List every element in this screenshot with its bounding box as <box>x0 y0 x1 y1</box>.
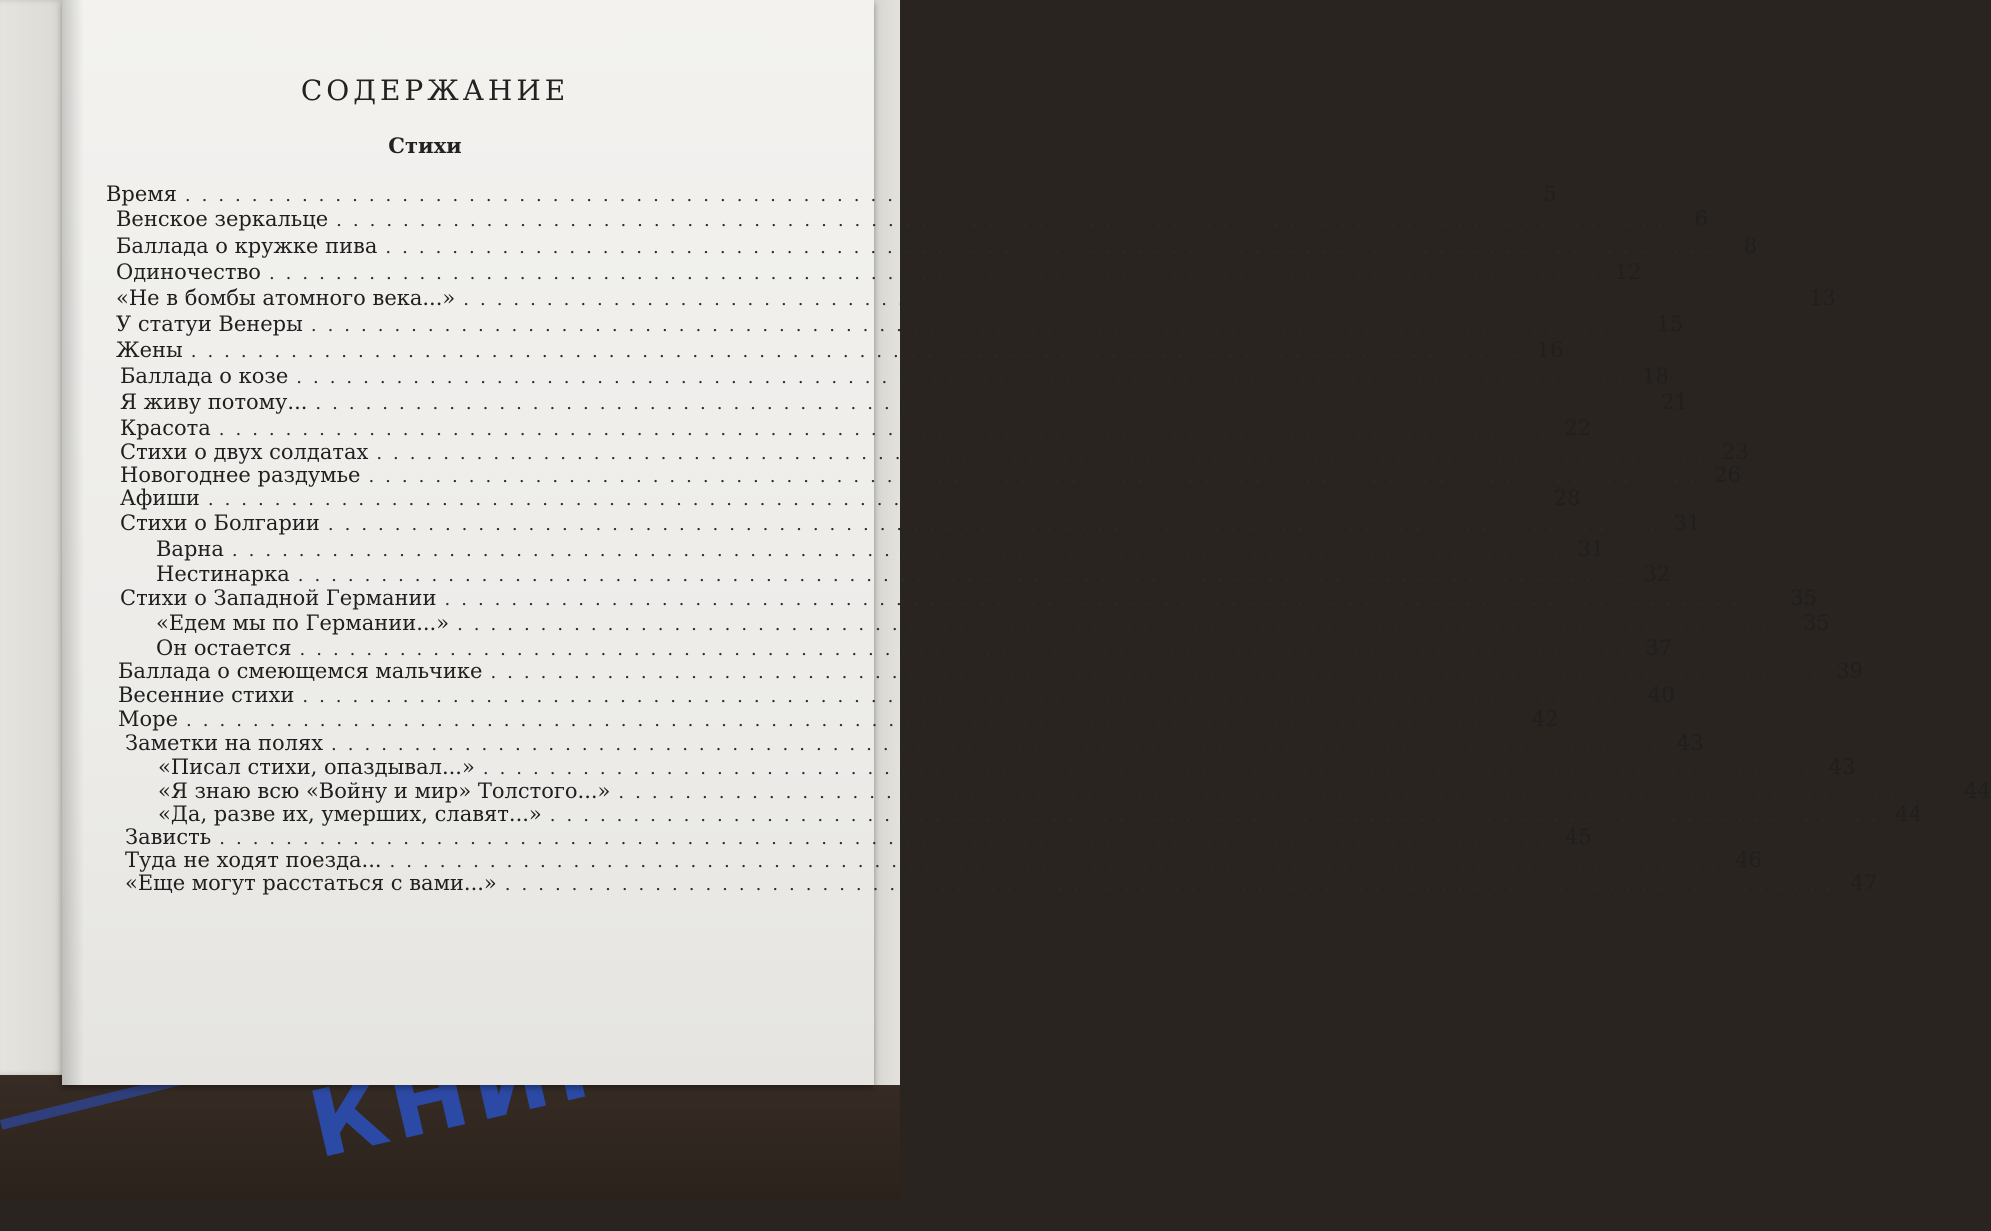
toc-entry-page: 13 <box>1809 286 1836 310</box>
toc-entry-page: 12 <box>1614 260 1642 284</box>
leader-dots: ................................................................................ <box>504 874 1843 895</box>
toc-entry-title: У статуи Венеры <box>116 312 303 336</box>
leader-dots: ................................................................................ <box>457 614 1795 635</box>
toc-entry <box>125 731 1704 755</box>
toc-entry <box>116 207 1708 231</box>
leader-dots: ................................................................................ <box>218 419 1557 440</box>
toc-entry-page: 37 <box>1645 636 1672 660</box>
toc-entry-title: Жены <box>116 338 183 362</box>
toc-entry-title: Баллада о кружке пива <box>116 234 378 258</box>
toc-entry-page: 5 <box>1543 182 1557 206</box>
leader-dots: ................................................................................ <box>296 367 1634 388</box>
leader-dots: ................................................................................ <box>331 734 1669 755</box>
toc-entry-title: Варна <box>156 537 224 561</box>
toc-entry <box>116 260 1642 284</box>
leader-dots: ................................................................................ <box>389 851 1728 872</box>
toc-entry-page: 44 <box>1895 802 1923 826</box>
toc-entry-page: 45 <box>1564 825 1592 849</box>
toc-entry-title: Баллада о козе <box>120 364 289 388</box>
toc-entry <box>158 755 1856 779</box>
leader-dots: ................................................................................ <box>219 828 1557 849</box>
toc-entry-page: 46 <box>1735 848 1763 872</box>
toc-entry <box>156 537 1605 561</box>
toc-entry <box>156 611 1830 635</box>
leader-dots: ................................................................................ <box>336 210 1674 231</box>
toc-entry <box>116 338 1564 362</box>
toc-entry <box>120 390 1688 414</box>
toc-entry-page: 42 <box>1531 707 1559 731</box>
leader-dots: ................................................................................ <box>549 805 1888 826</box>
toc-entry-page: 40 <box>1648 683 1675 707</box>
toc-entry-title: «Писал стихи, опаздывал...» <box>158 755 475 779</box>
leader-dots: ................................................................................ <box>310 315 1649 336</box>
toc-entry-title: «Едем мы по Германии...» <box>156 611 450 635</box>
toc-entry-page: 8 <box>1743 234 1758 258</box>
leader-dots: ................................................................................ <box>302 686 1641 707</box>
leader-dots: ................................................................................ <box>315 393 1654 414</box>
toc-entry-title: Венское зеркальце <box>116 207 329 231</box>
toc-entry <box>120 416 1592 440</box>
toc-entry-page: 15 <box>1656 312 1684 336</box>
leader-dots: ................................................................................ <box>184 185 1523 206</box>
toc-entry-title: Новогоднее раздумье <box>120 463 361 487</box>
leader-dots: ................................................................................ <box>490 662 1829 683</box>
toc-entry-title: Он остается <box>156 636 292 660</box>
toc-entry-title: «Еще могут расстаться с вами...» <box>125 871 497 895</box>
toc-entry <box>120 511 1701 535</box>
leader-dots: ................................................................................ <box>444 589 1783 610</box>
leader-dots: ................................................................................ <box>299 639 1638 660</box>
toc-entry-title: «Я знаю всю «Войну и мир» Толстого...» <box>158 779 611 803</box>
leader-dots: ................................................................................ <box>297 565 1636 586</box>
toc-entry-page: 18 <box>1641 364 1669 388</box>
leader-dots: ................................................................................ <box>268 263 1607 284</box>
toc-entry <box>120 463 1741 487</box>
toc-entry-title: Красота <box>120 416 211 440</box>
leader-dots: ................................................................................ <box>327 514 1666 535</box>
toc-entry-title: Море <box>118 707 179 731</box>
toc-entry <box>125 825 1592 849</box>
toc-entry <box>116 312 1684 336</box>
toc-entry-page: 47 <box>1850 871 1878 895</box>
toc-entry-page: 22 <box>1564 416 1592 440</box>
leader-dots: ................................................................................ <box>463 289 1801 310</box>
leader-dots: ................................................................................ <box>190 341 1529 362</box>
toc-entry-title: «Да, разве их, умерших, славят...» <box>158 802 542 826</box>
toc-entry-page: 43 <box>1676 731 1704 755</box>
leader-dots: ................................................................................ <box>385 237 1724 258</box>
toc-entry <box>120 486 1581 510</box>
toc-entry-page: 31 <box>1577 537 1605 561</box>
toc-entry-title: Стихи о двух солдатах <box>120 440 369 464</box>
toc-entry <box>120 364 1669 388</box>
toc-entry <box>120 440 1749 464</box>
leader-dots: ................................................................................ <box>186 710 1524 731</box>
toc-entry-title: Заметки на полях <box>125 731 324 755</box>
toc-entry <box>156 636 1672 660</box>
toc-entry-page: 26 <box>1714 463 1741 487</box>
leader-dots: ................................................................................ <box>618 782 1957 803</box>
toc-entry-title: Я живу потому... <box>120 390 308 414</box>
leader-dots: ................................................................................ <box>482 758 1821 779</box>
toc-entry-page: 31 <box>1673 511 1701 535</box>
section-title: Стихи <box>388 133 462 158</box>
toc-entry <box>158 779 1991 803</box>
toc-entry <box>158 802 1923 826</box>
toc-entry-title: Зависть <box>125 825 212 849</box>
leader-dots: ................................................................................ <box>368 466 1707 487</box>
toc-entry-title: «Не в бомбы атомного века...» <box>116 286 456 310</box>
page-title: СОДЕРЖАНИЕ <box>300 74 570 107</box>
toc-entry <box>118 683 1675 707</box>
toc-entry <box>116 234 1758 258</box>
toc-entry <box>118 659 1863 683</box>
toc-entry-title: Стихи о Болгарии <box>120 511 320 535</box>
toc-entry-title: Одиночество <box>116 260 261 284</box>
toc-entry-title: Весенние стихи <box>118 683 295 707</box>
leader-dots: ................................................................................ <box>231 540 1570 561</box>
toc-entry-page: 35 <box>1802 611 1830 635</box>
toc-entry-page: 43 <box>1828 755 1856 779</box>
toc-entry-page: 16 <box>1536 338 1564 362</box>
toc-entry <box>106 182 1557 206</box>
toc-entry-title: Баллада о смеющемся мальчике <box>118 659 483 683</box>
leader-dots: ................................................................................ <box>376 443 1715 464</box>
toc-entry <box>120 586 1817 610</box>
toc-entry-title: Афиши <box>120 486 200 510</box>
toc-entry-title: Туда не ходят поезда... <box>125 848 382 872</box>
leader-dots: ................................................................................ <box>207 489 1546 510</box>
toc-entry-page: 35 <box>1790 586 1817 610</box>
toc-entry <box>156 562 1671 586</box>
toc-entry <box>116 286 1836 310</box>
toc-entry <box>125 871 1878 895</box>
toc-entry-title: Стихи о Западной Германии <box>120 586 437 610</box>
toc-entry <box>125 848 1763 872</box>
toc-entry-page: 39 <box>1836 659 1863 683</box>
toc-entry-page: 32 <box>1643 562 1671 586</box>
toc-entry-page: 44 <box>1964 779 1991 803</box>
toc-entry-page: 6 <box>1694 207 1708 231</box>
toc-entry-title: Нестинарка <box>156 562 290 586</box>
toc-entry-page: 21 <box>1661 390 1688 414</box>
toc-entry-title: Время <box>106 182 177 206</box>
toc-entry-page: 28 <box>1553 486 1581 510</box>
toc-entry-page: 23 <box>1722 440 1749 464</box>
toc-entry <box>118 707 1559 731</box>
